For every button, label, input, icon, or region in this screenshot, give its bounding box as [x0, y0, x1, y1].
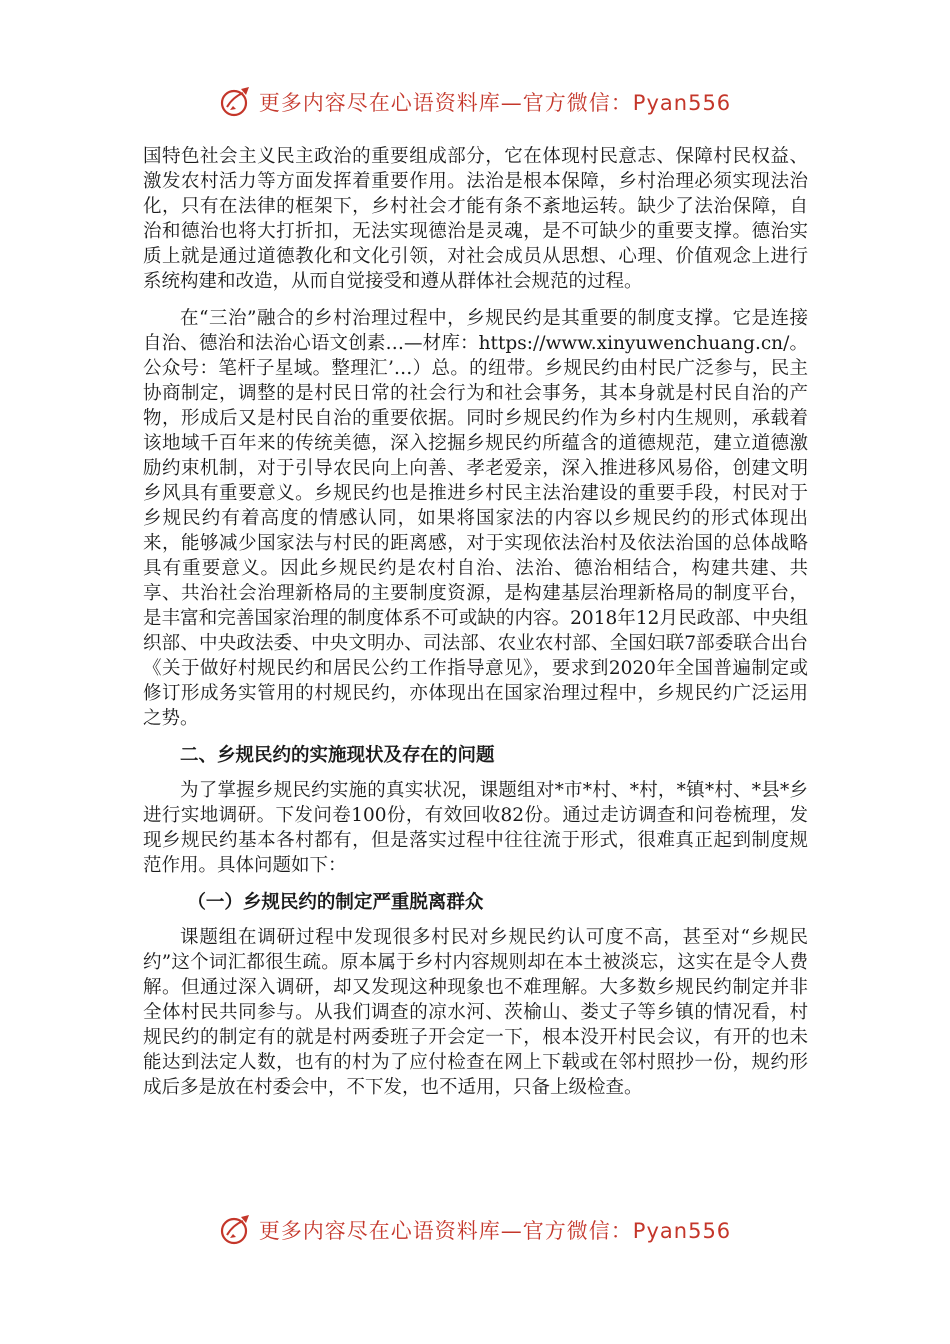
paragraph: 课题组在调研过程中发现很多村民对乡规民约认可度不高，甚至对“乡规民约”这个词汇都很生疏。原本属于乡村内容规则却在本土被淡忘，这实在是令人费解。但通过深入调研，却又发现这种现象也不难理解。大多数乡规民约制定并非全体村民共同参与。从我们调查的凉水河、茨榆山、娄丈子等乡镇的情况看，村规民约的制定有的就是村两委班子开会定一下，根本没开村民会议，有开的也未能达到法定人数，也有的村为了应付检查在网上下载或在邻村照抄一份，规约形成后多是放在村委会中，不下发，也不适用，只备上级检查。 [143, 927, 808, 1098]
section-heading: 二、乡规民约的实施现状及存在的问题 [180, 745, 495, 766]
paragraph: 为了掌握乡规民约实施的真实状况，课题组对*市*村、*村，*镇*村、*县*乡进行实地调研。下发问卷100份，有效回收82份。通过走访调查和问卷梳理，发现乡规民约基本各村都有，但是落实过程中往往流于形式，很难真正起到制度规范作用。具体问题如下： [143, 780, 808, 876]
header-banner [0, 82, 950, 122]
pen-logo-icon [219, 1213, 253, 1247]
footer-banner [0, 1210, 950, 1250]
paragraph: 在“三治”融合的乡村治理过程中，乡规民约是其重要的制度支撑。它是连接自治、德治和法治心语文创素…—材库：https://www.xinyuwenchuang.cn/。公众号：笔杆子星域。整理汇’…）总。的纽带。乡规民约由村民广泛参与，民主协商制定，调整的是村民日常的社会行为和社会事务，其本身就是村民自治的产物，形成后又是村民自治的重要依据。同时乡规民约作为乡村内生规则，承载着该地域千百年来的传统美德，深入挖掘乡规民约所蕴含的道德规范，建立道德激励约束机制，对于引导农民向上向善、孝老爱亲，深入推进移风易俗，创建文明乡风具有重要意义。乡规民约也是推进乡村民主法治建设的重要手段，村民对于乡规民约有着高度的情感认同，如果将国家法的内容以乡规民约的形式体现出来，能够减少国家法与村民的距离感，对于实现依法治村及依法治国的总体战略具有重要意义。因此乡规民约是农村自治、法治、德治相结合，构建共建、共享、共治社会治理新格局的主要制度资源，是构建基层治理新格局的制度平台，是丰富和完善国家治理的制度体系不可或缺的内容。2018年12月民政部、中央组织部、中央政法委、中央文明办、司法部、农业农村部、全国妇联7部委联合出台《关于做好村规民约和居民公约工作指导意见》，要求到2020年全国普遍制定或修订形成务实管用的村规民约，亦体现出在国家治理过程中，乡规民约广泛运用之势。 [143, 308, 808, 729]
paragraph: 国特色社会主义民主政治的重要组成部分，它在体现村民意志、保障村民权益、激发农村活力等方面发挥着重要作用。法治是根本保障，乡村治理必须实现法治化，只有在法律的框架下，乡村社会才能有条不紊地运转。缺少了法治保障，自治和德治也将大打折扣，无法实现德治是灵魂，是不可缺少的重要支撑。德治实质上就是通过道德教化和文化引领，对社会成员从思想、心理、价值观念上进行系统构建和改造，从而自觉接受和遵从群体社会规范的过程。 [143, 146, 808, 292]
banner-text: 更多内容尽在心语资料库—官方微信：Pyan556 [258, 1219, 732, 1243]
document-body [143, 144, 808, 1112]
banner-text: 更多内容尽在心语资料库—官方微信：Pyan556 [258, 91, 732, 115]
subsection-heading: （一）乡规民约的制定严重脱离群众 [187, 892, 484, 913]
pen-logo-icon [219, 85, 253, 119]
